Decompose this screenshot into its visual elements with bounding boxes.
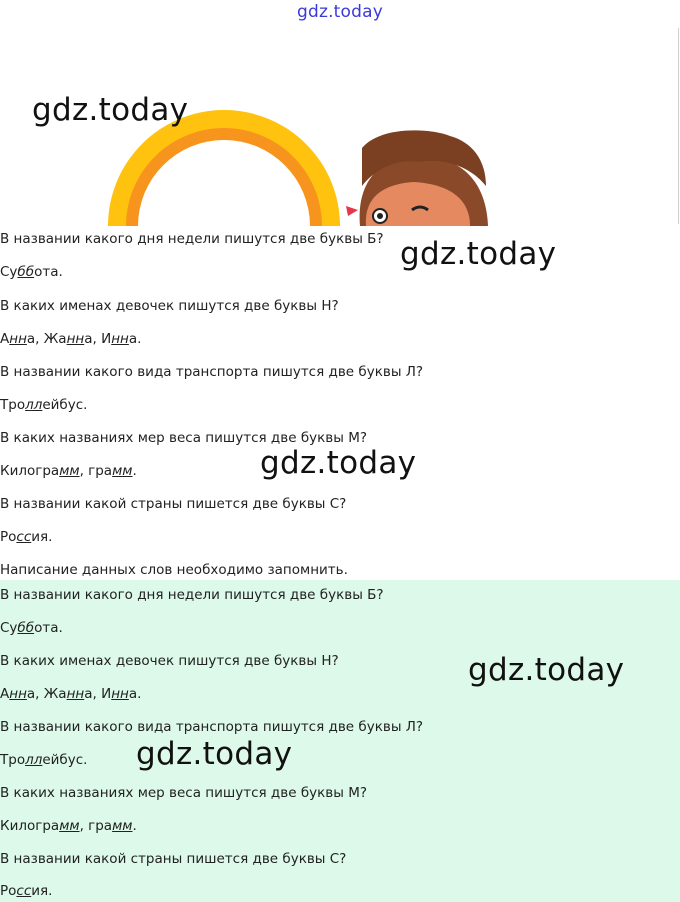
site-link[interactable]: gdz.today [296,2,384,22]
watermark-text: gdz.today [468,652,625,688]
answer-day-2: Суббота. [0,620,63,636]
question-weights: В каких названиях мер веса пишутся две буквы М? [0,430,368,446]
question-country: В названии какой страны пишется две буквы С? [0,496,347,512]
question-day-2: В названии какого дня недели пишутся две буквы Б? [0,587,384,603]
answer-country: Россия. [0,529,53,545]
answer-names-2: Анна, Жанна, Инна. [0,686,142,702]
question-day: В названии какого дня недели пишутся две буквы Б? [0,231,384,247]
watermark-text: gdz.today [260,445,417,481]
divider [678,28,679,224]
answer-names: Анна, Жанна, Инна. [0,331,142,347]
question-weights-2: В каких названиях мер веса пишутся две буквы М? [0,785,368,801]
conclusion-text: Написание данных слов необходимо запомнить. [0,562,348,578]
question-names: В каких именах девочек пишутся две буквы Н? [0,298,339,314]
answer-weights: Килограмм, грамм. [0,463,137,479]
watermark-text: gdz.today [32,92,189,128]
answer-day: Суббота. [0,264,63,280]
answer-weights-2: Килограмм, грамм. [0,818,137,834]
watermark-text: gdz.today [136,736,293,772]
question-names-2: В каких именах девочек пишутся две буквы Н? [0,653,339,669]
question-transport-2: В названии какого вида транспорта пишутся две буквы Л? [0,719,424,735]
watermark-text: gdz.today [400,236,557,272]
question-country-2: В названии какой страны пишется две буквы С? [0,851,347,867]
answer-transport-2: Троллейбус. [0,752,88,768]
answer-transport: Троллейбус. [0,397,88,413]
answer-country-2: Россия. [0,883,53,899]
question-transport: В названии какого вида транспорта пишутся две буквы Л? [0,364,424,380]
